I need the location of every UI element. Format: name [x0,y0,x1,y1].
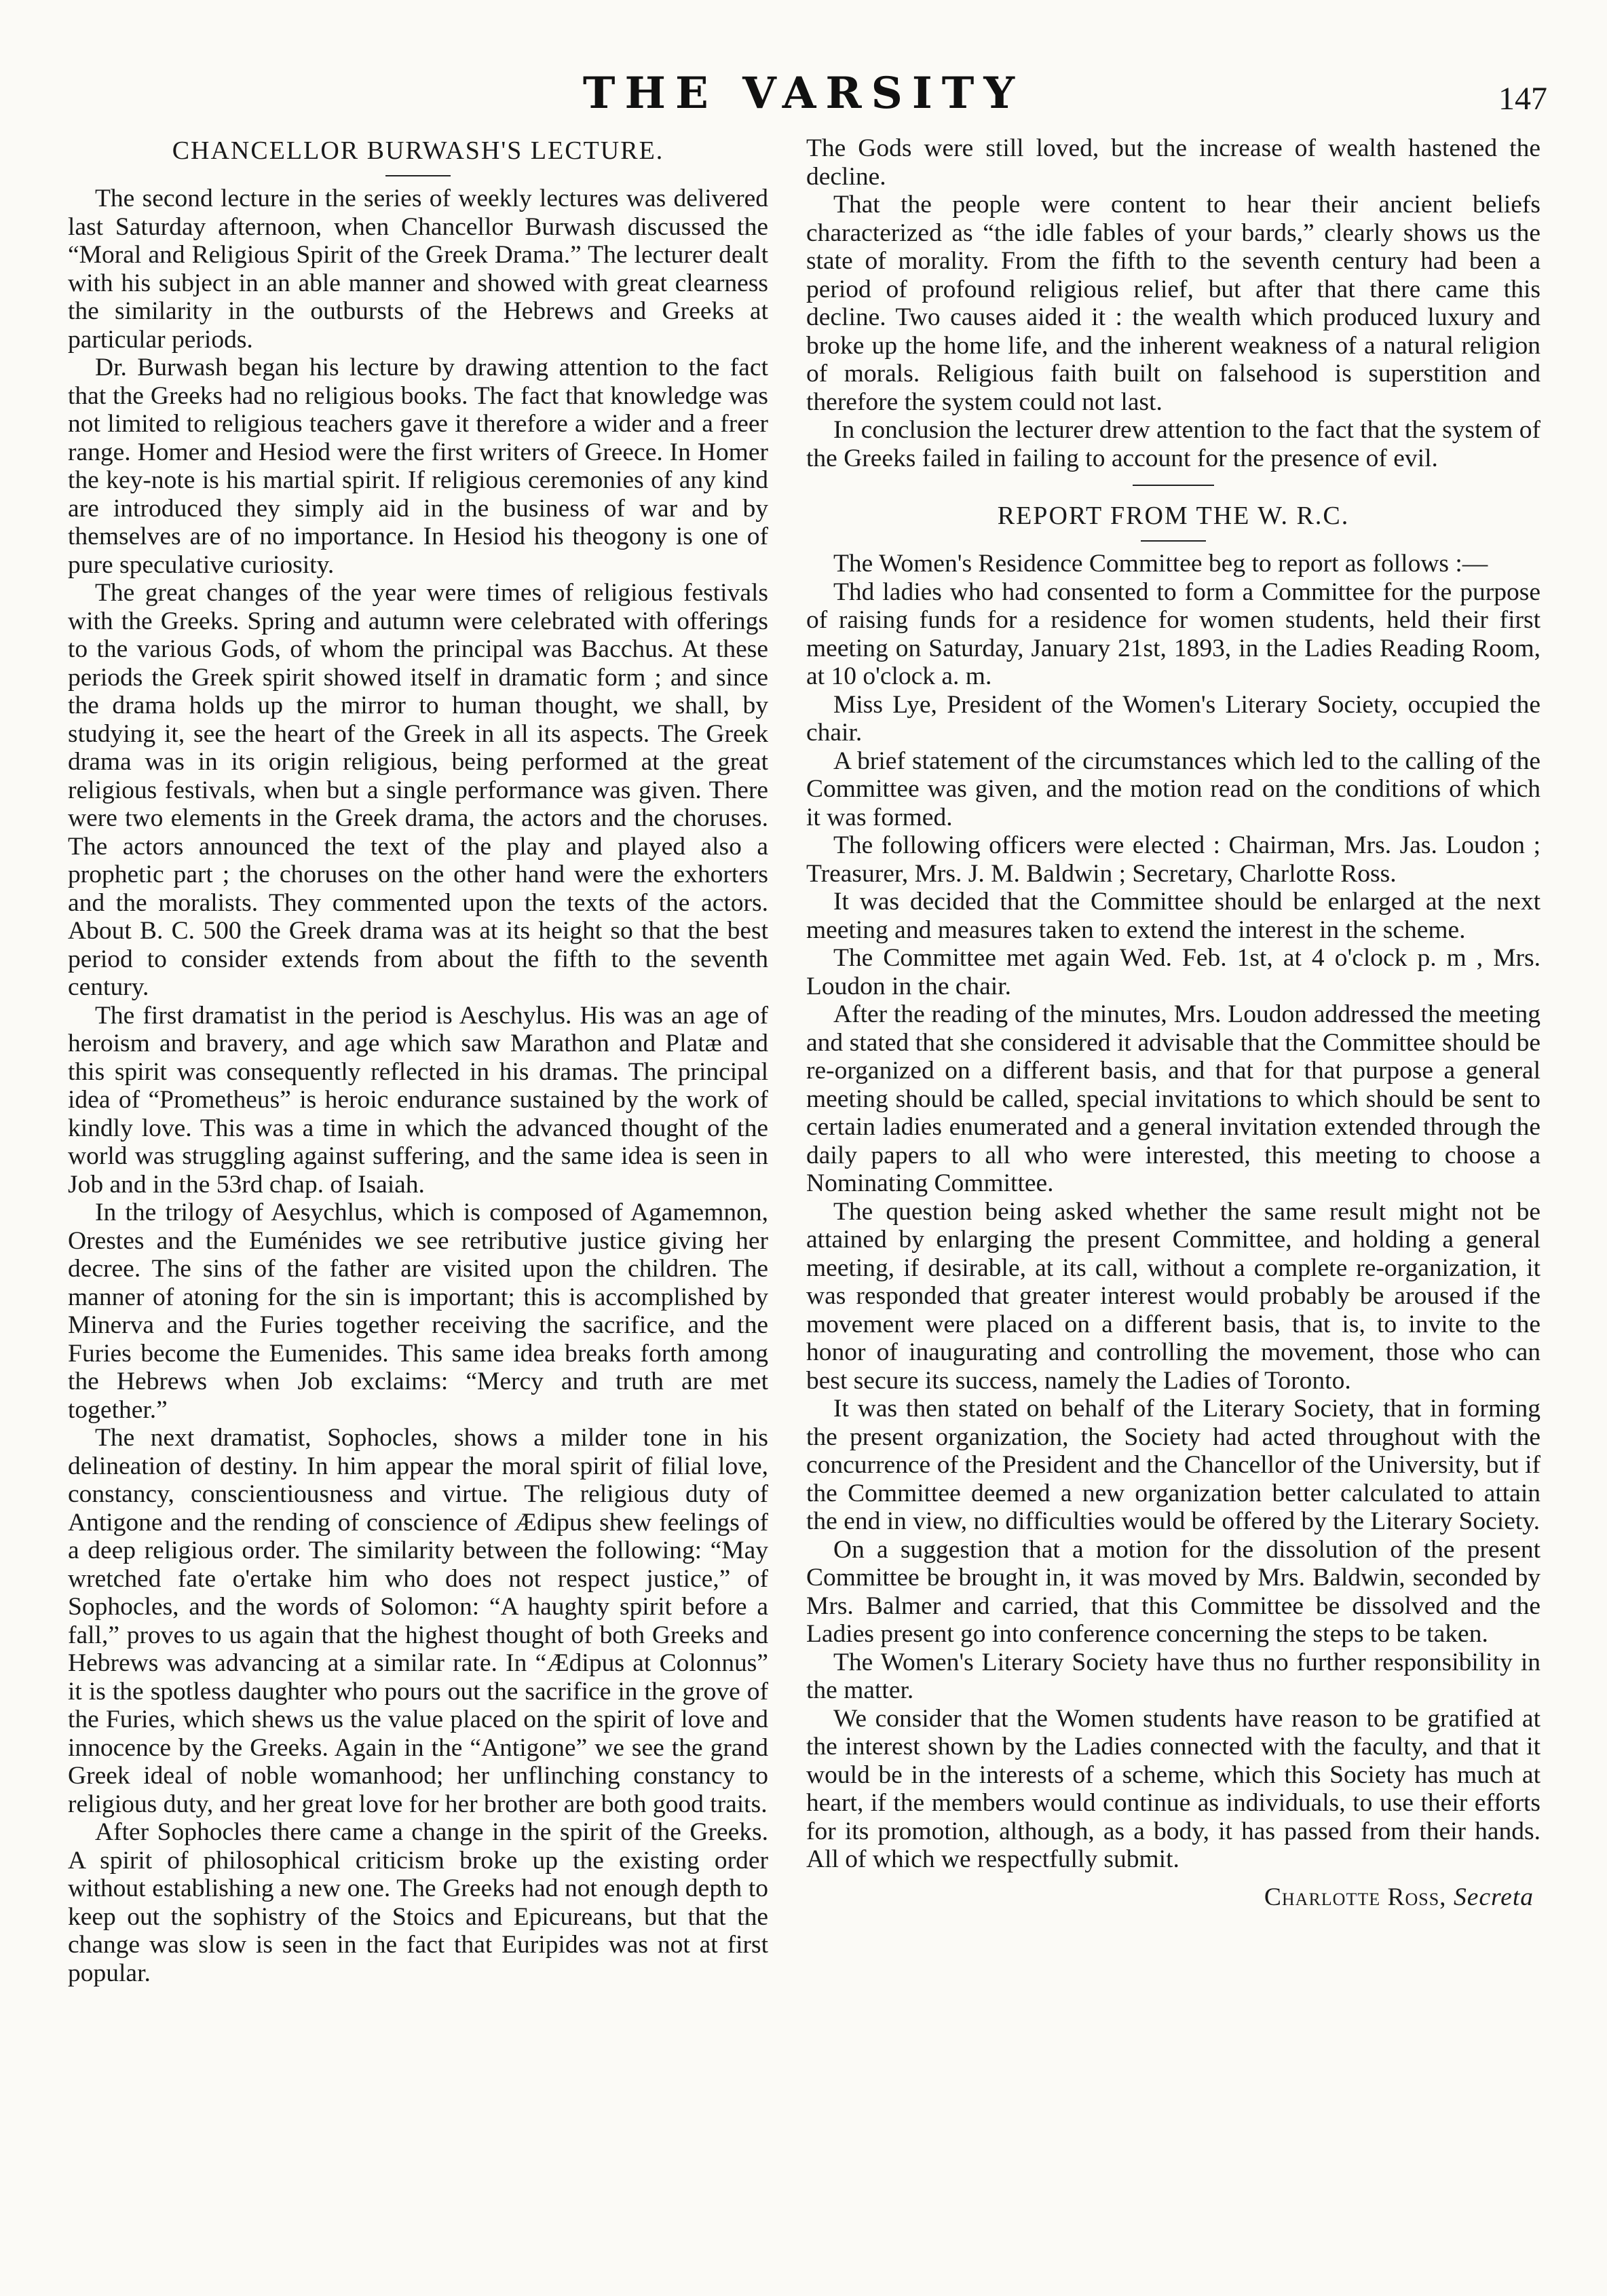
right-column [806,134,1540,1911]
lecture-paragraph: Dr. Burwash began his lecture by drawing attention to the fact that the Greeks had no religious books. The fact that knowledge was not limited to religious teachers gave it therefore a wider and a freer range. Homer and Hesiod were the first writers of Greece. In Homer the key-note is his martial spirit. If religious ceremonies of any kind are introduced they simply aid in the business of war and by themselves are of no importance. In Hesiod his theogony is one of pure speculative curiosity. [68,354,768,579]
lecture-heading: CHANCELLOR BURWASH'S LECTURE. [172,136,664,165]
report-paragraph: On a suggestion that a motion for the dissolution of the present Committee be brought in, it was moved by Mrs. Baldwin, seconded by Mrs. Balmer and carried, that this Committee be dissolved and the Ladies present go into conference concerning the steps to be taken. [806,1535,1540,1648]
lecture-paragraph: The second lecture in the series of weekly lectures was delivered last Saturday afternoon, when Chancellor Burwash discussed the “Moral and Religious Spirit of the Greek Drama.” The lecturer dealt with his subject in an able manner and showed with great clearness the similarity in the outbursts of the Hebrews and Greeks at particular periods. [68,185,768,354]
report-paragraph: The Committee met again Wed. Feb. 1st, at 4 o'clock p. m , Mrs. Loudon in the chair. [806,944,1540,1000]
heading-rule [1141,540,1206,542]
report-heading: REPORT FROM THE W. R.C. [997,502,1350,530]
report-paragraph: A brief statement of the circumstances which led to the calling of the Committee was given, and the motion read on the conditions of which it was formed. [806,747,1540,831]
lecture-paragraph: The great changes of the year were times of religious festivals with the Greeks. Spring and autumn were celebrated with offerings to the various Gods, of whom the principal was Bacchus. At these periods the Greek spirit showed itself in dramatic form ; and since the drama holds up the mirror to human thought, we shall, by studying it, see the heart of the Greek in all its aspects. The Greek drama was in its origin religious, being performed at the great religious festivals, when but a single performance was given. There were two elements in the Greek drama, the actors and the choruses. The actors announced the text of the play and played also a prophetic part ; the choruses on the other hand were the exhorters and the moralists. They commented upon the texts of the actors. About B. C. 500 the Greek drama was at its height so that the best period to consider extends from about the fifth to the seventh century. [68,579,768,1001]
report-paragraph: It was decided that the Committee should be enlarged at the next meeting and measures taken to extend the interest in the scheme. [806,888,1540,944]
signature-name: Charlotte Ross, [1264,1883,1447,1911]
masthead [0,68,1607,129]
lecture-paragraph: That the people were content to hear their ancient beliefs characterized as “the idle fables of your bards,” clearly shows us the state of morality. From the fifth to the seventh century had been a period of profound religious relief, but after that there came this decline. Two causes aided it : the wealth which produced luxury and broke up the home life, and the inherent weakness of a natural religion of morals. Religious faith built on falsehood is superstition and therefore the system could not last. [806,191,1540,416]
report-paragraph: The following officers were elected : Chairman, Mrs. Jas. Loudon ; Treasurer, Mrs. J. M. Baldwin ; Secretary, Charlotte Ross. [806,831,1540,888]
lecture-paragraph: The next dramatist, Sophocles, shows a milder tone in his delineation of destiny. In him appear the moral spirit of filial love, constancy, conscientiousness and virtue. The religious duty of Antigone and the rending of conscience of Ædipus shew feelings of a deep religious order. The similarity between the following: “May wretched fate o'ertake him who does not respect justice,” of Sophocles, and the words of Solomon: “A haughty spirit before a fall,” proves to us again that the highest thought of both Greeks and Hebrews was advancing at a similar rate. In “Ædipus at Colonnus” it is the spotless daughter who pours out the sacrifice in the grove of the Furies, which shews us the value placed on the spirit of love and innocence by the Greeks. Again in the “Antigone” we see the grand Greek ideal of noble womanhood; her unflinching constancy to religious duty, and her great love for her brother are both good traits. [68,1424,768,1818]
page-number: 147 [1498,81,1547,117]
lecture-paragraph: The first dramatist in the period is Aeschylus. His was an age of heroism and bravery, and age which saw Marathon and Platæ and this spirit was consequently reflected in his dramas. The principal idea of “Prometheus” is heroic endurance sustained by the work of kindly love. This was a time in which the advanced thought of the world was struggling against suffering, and the same idea is seen in Job and in the 53rd chap. of Isaiah. [68,1001,768,1199]
lecture-paragraph: After Sophocles there came a change in the spirit of the Greeks. A spirit of philosophical criticism broke up the existing order without establishing a new one. The Greeks had not enough depth to keep out the sophistry of the Stoics and Epicureans, but that the change was slow is seen in the fact that Euripides was not at first popular. [68,1818,768,1987]
report-paragraph: The Women's Residence Committee beg to report as follows :— [833,550,1488,578]
section-divider [1133,485,1214,486]
report-paragraph: Miss Lye, President of the Women's Literary Society, occupied the chair. [806,690,1540,747]
report-paragraph: The Women's Literary Society have thus no further responsibility in the matter. [806,1648,1540,1704]
left-column [68,134,768,1987]
masthead-title: THE VARSITY [582,68,1025,119]
lecture-paragraph: The Gods were still loved, but the increase of wealth hastened the decline. [806,134,1540,191]
report-paragraph: The question being asked whether the same result might not be attained by enlarging the present Committee, and holding a general meeting, if desirable, at its call, without a complete re-organization, it was responded that greater interest would probably be aroused if the movement were placed on a different basis, that is, to invite to the honor of inaugurating and controlling the movement, those who can best secure its success, namely the Ladies of Toronto. [806,1197,1540,1395]
report-paragraph: It was then stated on behalf of the Literary Society, that in forming the present organization, the Society had acted throughout with the concurrence of the President and the Chancellor of the University, but if the Committee deemed a new organization better calculated to attain the end in view, no difficulties would be offered by the Literary Society. [806,1395,1540,1535]
lecture-paragraph: In conclusion the lecturer drew attention to the fact that the system of the Greeks failed in failing to account for the presence of evil. [806,416,1540,472]
report-paragraph: After the reading of the minutes, Mrs. Loudon addressed the meeting and stated that she considered it advisable that the Committee should be re-organized on a different basis, and that for that purpose a general meeting should be called, special invitations to which should be sent to certain ladies enumerated and a general invitation extended through the daily papers to all who were interested, this meeting to choose a Nominating Committee. [806,1000,1540,1197]
report-paragraph: Thd ladies who had consented to form a Committee for the purpose of raising funds for a residence for women students, held their first meeting on Saturday, January 21st, 1893, in the Ladies Reading Room, at 10 o'clock a. m. [806,578,1540,690]
signature [806,1883,1540,1912]
lecture-paragraph: In the trilogy of Aesychlus, which is composed of Agamemnon, Orestes and the Euménides we see retributive justice giving her decree. The sins of the father are visited upon the children. The manner of atoning for the sin is important; this is accomplished by Minerva and the Furies together receiving the sacrifice, and the Furies become the Eumenides. This same idea breaks forth among the Hebrews when Job exclaims: “Mercy and truth are met together.” [68,1199,768,1424]
report-paragraph: We consider that the Women students have reason to be gratified at the interest shown by the Ladies connected with the faculty, and that it would be in the interests of a scheme, which this Society has much at heart, if the members would continue as individuals, to use their efforts for its promotion, although, as a body, it has passed from their hands. All of which we respectfully submit. [806,1704,1540,1873]
heading-rule [385,175,451,176]
signature-title: Secreta [1453,1883,1534,1911]
